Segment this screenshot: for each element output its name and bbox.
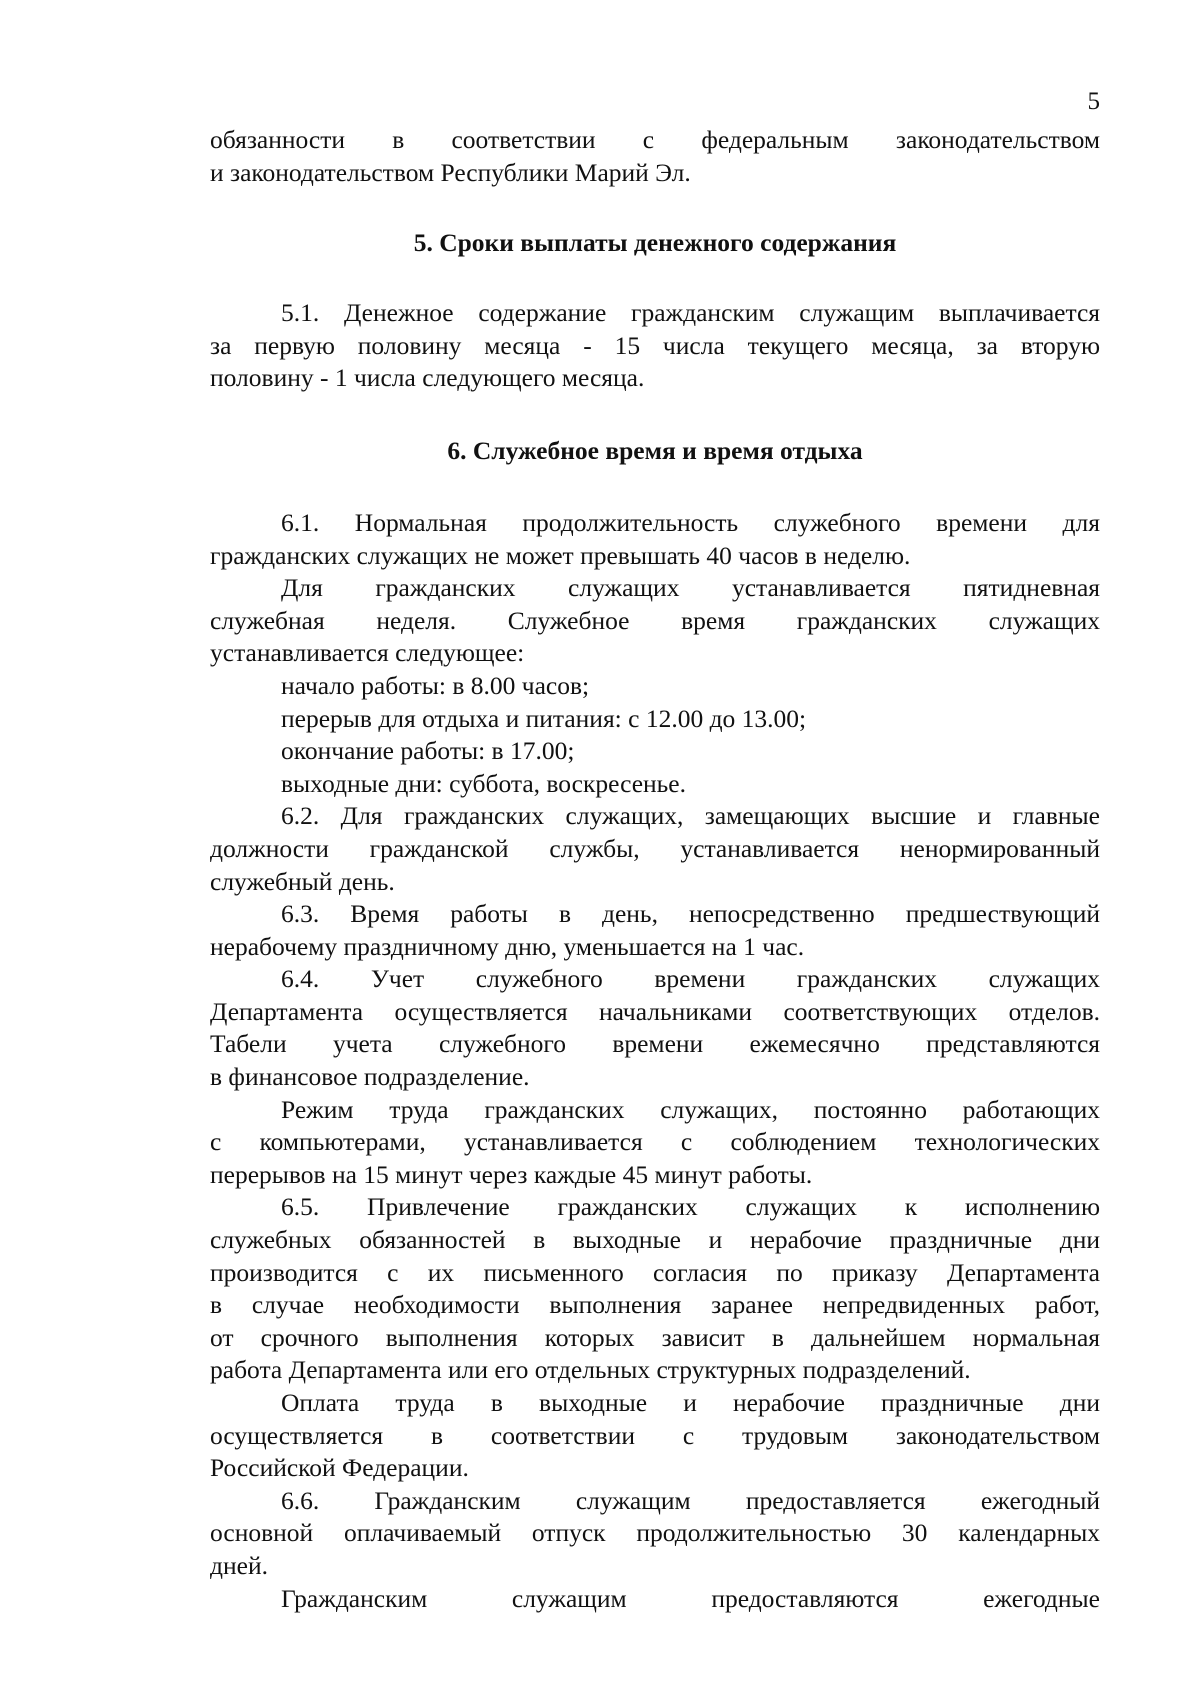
text-line: служебная неделя. Служебное время гражданских служащих [210, 605, 1100, 635]
text-line: Российской Федерации. [210, 1453, 469, 1483]
text-line: служебных обязанностей в выходные и нерабочие праздничные дни [210, 1225, 1100, 1255]
text-line: 6.1. Нормальная продолжительность служебного времени для [281, 507, 1100, 537]
text-line: основной оплачиваемый отпуск продолжительностью 30 календарных [210, 1518, 1100, 1548]
text-line: перерывов на 15 минут через каждые 45 минут работы. [210, 1159, 813, 1189]
text-line: гражданских служащих не может превышать 40 часов в неделю. [210, 540, 911, 570]
text-line: от срочного выполнения которых зависит в дальнейшем нормальная [210, 1322, 1100, 1352]
text-line: с компьютерами, устанавливается с соблюдением технологических [210, 1127, 1100, 1157]
paragraph-6-6 [210, 1485, 1100, 1583]
text-line: Для гражданских служащих устанавливается пятидневная [281, 573, 1100, 603]
paragraph-6-5-payment [210, 1387, 1100, 1485]
text-line: 6.3. Время работы в день, непосредственно предшествующий [281, 899, 1100, 929]
text-line: 6.4. Учет служебного времени гражданских служащих [281, 964, 1100, 994]
text-line: 6.2. Для гражданских служащих, замещающих высшие и главные [281, 801, 1100, 831]
paragraph-6-6-additional [210, 1583, 1100, 1616]
text-line: 6.6. Гражданским служащим предоставляется ежегодный [281, 1485, 1100, 1515]
text-line: в случае необходимости выполнения заранее непредвиденных работ, [210, 1290, 1100, 1320]
text-line: должности гражданской службы, устанавливается ненормированный [210, 833, 1100, 863]
schedule-item: перерыв для отдыха и питания: с 12.00 до 13.00; [281, 703, 807, 733]
text-line: дней. [210, 1550, 268, 1580]
paragraph-6-1 [210, 507, 1100, 572]
schedule-item: окончание работы: в 17.00; [281, 736, 575, 766]
paragraph-5-1 [210, 297, 1100, 395]
text-line: половину - 1 числа следующего месяца. [210, 363, 645, 393]
page-number: 5 [1087, 88, 1100, 115]
section-5-heading: 5. Сроки выплаты денежного содержания [413, 228, 897, 258]
paragraph-6-4-computers [210, 1094, 1100, 1192]
text-line: служебный день. [210, 866, 395, 896]
paragraph-6-3 [210, 898, 1100, 963]
text-line: Гражданским служащим предоставляются ежегодные [281, 1583, 1100, 1613]
text-line: Табели учета служебного времени ежемесячно представляются [210, 1029, 1100, 1059]
text-line: Оплата труда в выходные и нерабочие праздничные дни [281, 1388, 1100, 1417]
text-line: производится с их письменного согласия по приказу Департамента [210, 1257, 1100, 1287]
paragraph-6-1-workweek [210, 572, 1100, 670]
schedule-item: выходные дни: суббота, воскресенье. [281, 768, 686, 798]
text-line: Режим труда гражданских служащих, постоянно работающих [281, 1094, 1100, 1124]
text-line: в финансовое подразделение. [210, 1062, 530, 1092]
text-line: нерабочему праздничному дню, уменьшается на 1 час. [210, 931, 805, 961]
text-line: за первую половину месяца - 15 числа текущего месяца, за вторую [210, 330, 1100, 360]
paragraph-6-5 [210, 1191, 1100, 1387]
paragraph-6-2 [210, 800, 1100, 898]
text-line: осуществляется в соответствии с трудовым законодательством [210, 1420, 1100, 1450]
document-body [210, 124, 1100, 1615]
schedule-list [210, 670, 1100, 800]
text-line: 6.5. Привлечение гражданских служащих к исполнению [281, 1192, 1100, 1222]
schedule-item: начало работы: в 8.00 часов; [281, 670, 590, 700]
text-line: и законодательством Республики Марий Эл. [210, 157, 691, 187]
text-line: работа Департамента или его отдельных структурных подразделений. [210, 1355, 971, 1385]
section-6-heading: 6. Служебное время и время отдыха [447, 435, 863, 465]
text-line: 5.1. Денежное содержание гражданским служащим выплачивается [281, 298, 1100, 328]
text-line: Департамента осуществляется начальниками соответствующих отделов. [210, 996, 1100, 1026]
paragraph-intro [210, 124, 1100, 189]
text-line: обязанности в соответствии с федеральным законодательством [210, 125, 1100, 154]
paragraph-6-4 [210, 963, 1100, 1093]
text-line: устанавливается следующее: [210, 638, 525, 668]
